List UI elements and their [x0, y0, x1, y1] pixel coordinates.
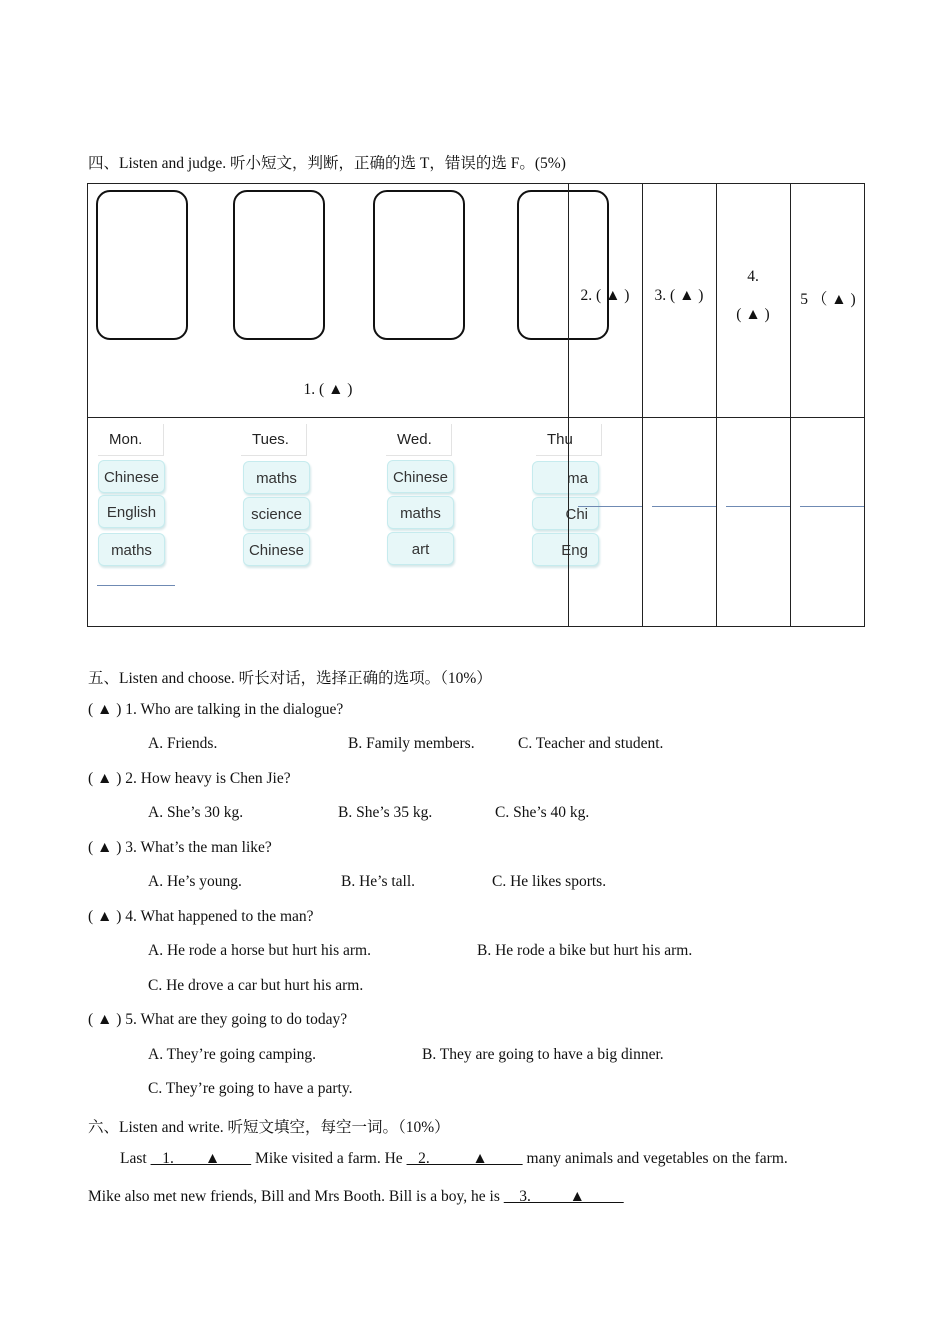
table-col-divider [568, 184, 569, 626]
timetable-day-mon: Mon. [98, 424, 164, 456]
option-a: A. They’re going camping. [148, 1046, 317, 1063]
timetable-cell: maths [243, 461, 310, 494]
question-2: ( ▲ ) 2. How heavy is Chen Jie? [88, 770, 291, 787]
passage-text: many animals and vegetables on the farm. [526, 1150, 788, 1167]
option-c: C. Teacher and student. [518, 735, 664, 752]
section-4-title: 四、Listen and judge. 听小短文，判断，正确的选 T，错误的选 F。(5%) [88, 155, 566, 172]
option-b: B. They are going to have a big dinner. [422, 1046, 664, 1063]
question-1-mark: 1. ( ▲ ) [303, 381, 353, 398]
timetable-cell: art [387, 532, 454, 565]
option-b: B. He’s tall. [341, 873, 416, 890]
picture-frame-2 [233, 190, 325, 340]
passage-text: Mike visited a farm. He [255, 1150, 403, 1167]
question-5-mark: 5 （ ▲ ) [800, 291, 856, 308]
question-1: ( ▲ ) 1. Who are talking in the dialogue? [88, 701, 344, 718]
section-5-title: 五、Listen and choose. 听长对话，选择正确的选项。（10%） [88, 670, 492, 687]
section-6-title: 六、Listen and write. 听短文填空，每空一词。（10%） [88, 1119, 450, 1136]
table-col-divider [790, 184, 791, 626]
passage-text: Mike also met new friends, Bill and Mrs Booth. Bill is a boy, he is [88, 1188, 500, 1205]
table-col-divider [716, 184, 717, 626]
judge-table [87, 183, 865, 627]
blank-1[interactable]: 1. ▲ [150, 1150, 252, 1167]
option-c: C. He drove a car but hurt his arm. [148, 977, 364, 994]
answer-line [652, 506, 716, 507]
answer-line [726, 506, 790, 507]
timetable-cell: English [98, 495, 165, 528]
question-3: ( ▲ ) 3. What’s the man like? [88, 839, 272, 856]
answer-line [97, 585, 175, 586]
table-col-divider [642, 184, 643, 626]
timetable-cell: maths [98, 533, 165, 566]
timetable-cell: Chi [532, 497, 599, 530]
option-c: C. He likes sports. [492, 873, 607, 890]
timetable-cell: ma [532, 461, 599, 494]
question-4: ( ▲ ) 4. What happened to the man? [88, 908, 314, 925]
option-b: B. She’s 35 kg. [338, 804, 433, 821]
timetable-day-thu: Thu [536, 424, 602, 456]
blank-2[interactable]: 2. ▲ [406, 1150, 523, 1167]
timetable-cell: Chinese [387, 460, 454, 493]
answer-line [578, 506, 642, 507]
timetable-cell: Chinese [243, 533, 310, 566]
picture-frame-4 [517, 190, 609, 340]
option-a: A. Friends. [148, 735, 218, 752]
timetable-cell: Eng [532, 533, 599, 566]
option-a: A. She’s 30 kg. [148, 804, 244, 821]
passage-line-2 [88, 1188, 624, 1206]
timetable-day-tues: Tues. [241, 424, 307, 456]
picture-frame-3 [373, 190, 465, 340]
blank-3[interactable]: 3. ▲ [503, 1188, 624, 1205]
option-c: C. They’re going to have a party. [148, 1080, 353, 1097]
option-a: A. He’s young. [148, 873, 242, 890]
picture-area [88, 184, 588, 626]
question-2-mark: 2. ( ▲ ) [580, 287, 630, 304]
passage-text: Last [120, 1150, 147, 1167]
question-5: ( ▲ ) 5. What are they going to do today? [88, 1011, 348, 1028]
table-row-divider [88, 417, 864, 418]
passage-line-1 [120, 1150, 788, 1168]
timetable-day-wed: Wed. [386, 424, 452, 456]
timetable-cell: Chinese [98, 460, 165, 493]
option-a: A. He rode a horse but hurt his arm. [148, 942, 371, 959]
question-3-mark: 3. ( ▲ ) [654, 287, 704, 304]
option-b: B. Family members. [348, 735, 475, 752]
timetable-cell: science [243, 497, 310, 530]
option-b: B. He rode a bike but hurt his arm. [477, 942, 693, 959]
option-c: C. She’s 40 kg. [495, 804, 590, 821]
timetable-cell: maths [387, 496, 454, 529]
picture-frame-1 [96, 190, 188, 340]
answer-line [800, 506, 864, 507]
question-4-mark: ( ▲ ) [736, 306, 770, 323]
question-4-number: 4. [747, 268, 759, 285]
